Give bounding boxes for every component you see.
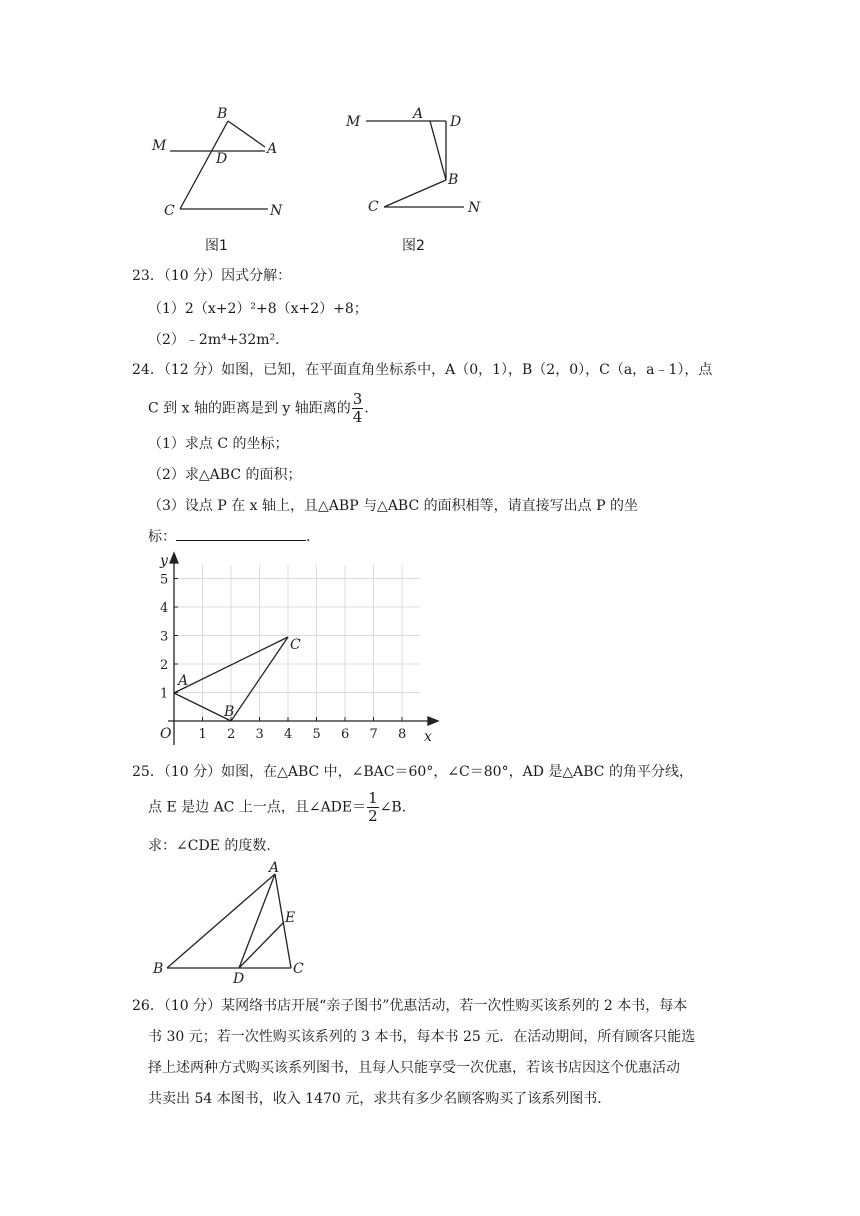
figure-1 <box>140 100 300 230</box>
fig2-point-A: A <box>413 106 424 122</box>
q23-part-1: （1）2（x+2）²+8（x+2）+8； <box>148 301 368 317</box>
q24-part-3: （3）设点 P 在 x 轴上，且△ABP 与△ABC 的面积相等，请直接写出点 P 的坐 <box>148 498 638 514</box>
q25-line-1: 25．（10 分）如图，在△ABC 中，∠BAC＝60°，∠C＝80°，AD 是△ABC 的角平分线， <box>132 764 693 780</box>
q24-line-2-text: C 到 x 轴的距离是到 y 轴距离的 <box>148 400 351 417</box>
fig2-point-C: C <box>368 199 379 215</box>
q24-line-2 <box>148 392 369 425</box>
q26-line-1: 26．（10 分）某网络书店开展“亲子图书”优惠活动，若一次性购买该系列的 2 本书，每本 <box>132 998 688 1014</box>
tri-point-C: C <box>293 961 304 977</box>
q23-heading: 23．（10 分）因式分解： <box>132 268 292 284</box>
point-B-label: B <box>224 704 235 720</box>
tri-point-D: D <box>233 971 245 985</box>
y-tick-label: 3 <box>160 629 169 645</box>
fig2-point-B: B <box>448 172 459 188</box>
q24-part-1: （1）求点 C 的坐标； <box>148 436 289 452</box>
x-tick-label: 6 <box>341 727 350 742</box>
y-tick-label: 4 <box>160 601 169 616</box>
fig1-point-N: N <box>270 203 283 219</box>
point-A-label: A <box>178 673 189 689</box>
fraction-one-half <box>367 791 379 824</box>
fraction-numerator: 3 <box>352 390 363 408</box>
q26-line-4: 共卖出 54 本图书，收入 1470 元，求共有多少名顾客购买了该系列图书. <box>148 1091 602 1107</box>
fig2-point-M: M <box>346 114 361 130</box>
q24-answer-suffix: . <box>306 529 311 545</box>
q23-part-2: （2）﹣2m⁴+32m²． <box>148 332 290 348</box>
fraction-three-quarters <box>352 392 364 425</box>
x-tick-label: 3 <box>255 727 264 742</box>
triangle-figure <box>145 860 320 985</box>
y-tick-label: 1 <box>160 686 169 702</box>
x-tick-label: 7 <box>369 727 378 742</box>
q24-answer-prefix: 标： <box>148 529 176 545</box>
fig1-point-D: D <box>216 151 228 167</box>
fig1-point-A: A <box>267 141 278 157</box>
q26-line-3: 择上述两种方式购买该系列图书，且每人只能享受一次优惠，若该书店因这个优惠活动 <box>148 1060 680 1076</box>
y-axis-arrow <box>170 553 178 563</box>
q24-line-2-end: . <box>364 400 369 417</box>
x-tick-label: 8 <box>398 727 407 742</box>
fig1-point-C: C <box>164 203 175 219</box>
y-tick-label: 5 <box>160 572 169 588</box>
fig1-point-B: B <box>217 106 228 122</box>
y-tick-label: 2 <box>160 658 169 673</box>
fraction-numerator: 1 <box>368 789 378 807</box>
fraction-denominator: 2 <box>368 807 378 825</box>
q24-line-1: 24．（12 分）如图，已知，在平面直角坐标系中，A（0，1），B（2，0），C（a，a﹣1），点 <box>132 362 713 378</box>
origin-label: O <box>160 726 172 742</box>
figure-2 <box>340 100 500 230</box>
q25-line-2-text: 点 E 是边 AC 上一点，且∠ADE＝ <box>148 799 367 816</box>
q25-line-2 <box>148 791 406 824</box>
q24-part-3-answer <box>148 526 310 546</box>
q26-line-2: 书 30 元；若一次性购买该系列的 3 本书，每本书 25 元．在活动期间，所有顾客只能选 <box>148 1029 696 1045</box>
fig2-point-N: N <box>468 200 481 216</box>
point-C-label: C <box>290 637 301 653</box>
fig1-point-M: M <box>152 138 167 154</box>
q25-line-2-end: ∠B. <box>379 799 407 816</box>
x-tick-label: 2 <box>227 727 236 742</box>
figure-2-label: 图2 <box>402 238 425 254</box>
coordinate-graph <box>140 545 450 750</box>
q24-part-2: （2）求△ABC 的面积； <box>148 467 302 483</box>
x-axis-arrow <box>428 717 438 725</box>
figure-1-label: 图1 <box>205 238 228 254</box>
answer-blank <box>176 528 306 541</box>
fraction-denominator: 4 <box>352 408 363 426</box>
tri-point-B: B <box>153 961 164 977</box>
fig2-point-D: D <box>450 114 462 130</box>
x-tick-label: 1 <box>198 727 207 742</box>
tri-point-E: E <box>285 910 296 926</box>
tri-point-A: A <box>269 860 280 876</box>
q25-line-3: 求：∠CDE 的度数. <box>148 838 271 854</box>
x-tick-label: 5 <box>312 727 321 742</box>
x-tick-label: 4 <box>284 727 293 742</box>
y-axis-label: y <box>160 553 168 569</box>
x-axis-label: x <box>424 729 432 745</box>
